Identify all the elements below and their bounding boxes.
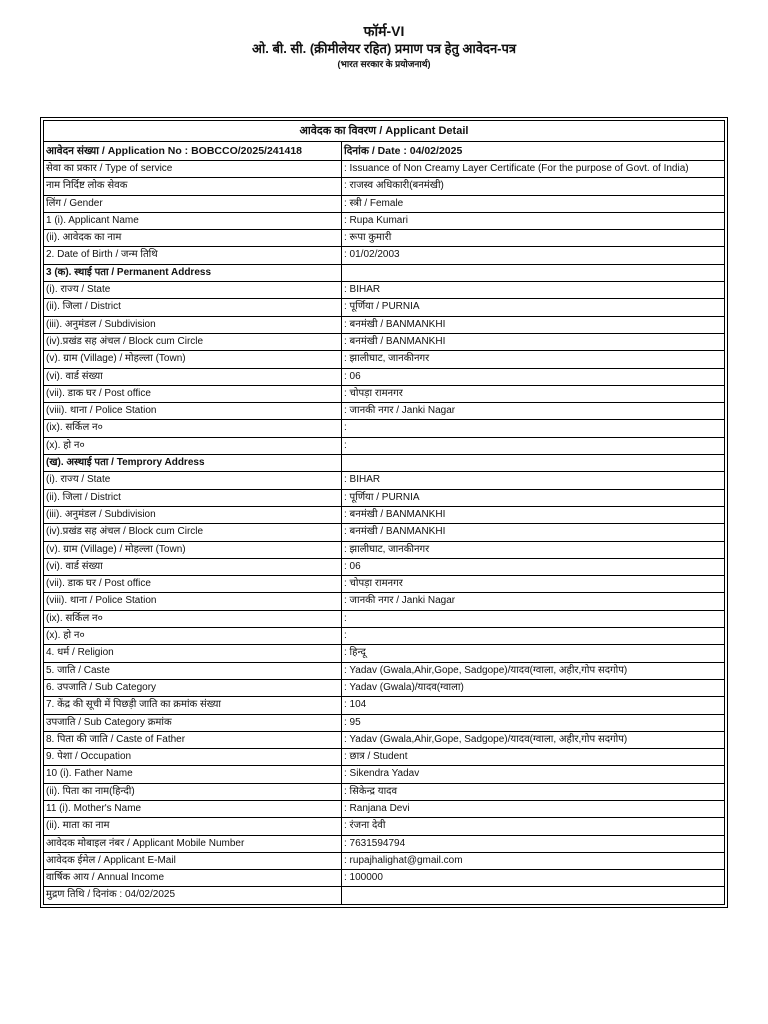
row-label: (x). हो न० (44, 628, 342, 645)
table-row (44, 593, 725, 610)
table-row (44, 506, 725, 523)
row-label: (x). हो न० (44, 437, 342, 454)
section-label: 3 (क). स्थाई पता / Permanent Address (44, 264, 342, 281)
row-value: : पूर्णिया / PURNIA (342, 489, 725, 506)
table-row (44, 299, 725, 316)
row-label: नाम निर्दिष्ट लोक सेवक (44, 178, 342, 195)
table-row (44, 524, 725, 541)
table-row (44, 610, 725, 627)
table-row (44, 662, 725, 679)
table-row (44, 731, 725, 748)
table-row (44, 818, 725, 835)
row-value: : BIHAR (342, 472, 725, 489)
row-label: 2. Date of Birth / जन्म तिथि (44, 247, 342, 264)
row-label: 11 (i). Mother's Name (44, 800, 342, 817)
row-label: (iii). अनुमंडल / Subdivision (44, 506, 342, 523)
table-row (44, 714, 725, 731)
row-value: : 7631594794 (342, 835, 725, 852)
row-value: : जानकी नगर / Janki Nagar (342, 403, 725, 420)
table-row (44, 420, 725, 437)
row-label: (viii). थाना / Police Station (44, 403, 342, 420)
row-label: (i). राज्य / State (44, 282, 342, 299)
table-row (44, 247, 725, 264)
row-label: (ii). जिला / District (44, 489, 342, 506)
section-label: (ख). अस्थाई पता / Temprory Address (44, 455, 342, 472)
table-row (44, 645, 725, 662)
application-date: दिनांक / Date : 04/02/2025 (342, 142, 725, 161)
row-value: : बनमंखी / BANMANKHI (342, 316, 725, 333)
row-label: (ii). आवेदक का नाम (44, 230, 342, 247)
table-row (44, 351, 725, 368)
row-value: : 104 (342, 697, 725, 714)
row-value: : (342, 610, 725, 627)
row-label: (v). ग्राम (Village) / मोहल्ला (Town) (44, 541, 342, 558)
row-label: 1 (i). Applicant Name (44, 212, 342, 229)
row-value: : झालीघाट, जानकीनगर (342, 541, 725, 558)
row-value: : 95 (342, 714, 725, 731)
row-label: 5. जाति / Caste (44, 662, 342, 679)
table-row (44, 195, 725, 212)
row-value: : (342, 420, 725, 437)
row-label: (iii). अनुमंडल / Subdivision (44, 316, 342, 333)
row-value: : पूर्णिया / PURNIA (342, 299, 725, 316)
row-value: : BIHAR (342, 282, 725, 299)
section-row-temporary-address (44, 455, 725, 472)
row-label: आवेदक मोबाइल नंबर / Applicant Mobile Number (44, 835, 342, 852)
table-title: आवेदक का विवरण / Applicant Detail (44, 121, 725, 142)
table-row (44, 558, 725, 575)
row-value: : Yadav (Gwala)/यादव(ग्वाला) (342, 679, 725, 696)
form-subtitle: (भारत सरकार के प्रयोजनार्थ) (337, 59, 431, 69)
application-number: आवेदन संख्या / Application No : BOBCCO/2025/241418 (44, 142, 342, 161)
row-value: : रंजना देवी (342, 818, 725, 835)
row-value: : बनमंखी / BANMANKHI (342, 333, 725, 350)
row-value: : (342, 628, 725, 645)
row-value (342, 264, 725, 281)
row-label: (viii). थाना / Police Station (44, 593, 342, 610)
row-value: : रूपा कुमारी (342, 230, 725, 247)
table-row (44, 852, 725, 869)
row-value: : चोपड़ा रामनगर (342, 385, 725, 402)
row-value: : Sikendra Yadav (342, 766, 725, 783)
row-value: : 06 (342, 558, 725, 575)
row-value: : राजस्व अधिकारी(बनमंखी) (342, 178, 725, 195)
form-header (0, 0, 768, 70)
row-label: (ii). माता का नाम (44, 818, 342, 835)
table-row (44, 385, 725, 402)
row-value: : चोपड़ा रामनगर (342, 576, 725, 593)
table-row (44, 161, 725, 178)
table-row (44, 316, 725, 333)
row-label: आवेदक ईमेल / Applicant E-Mail (44, 852, 342, 869)
table-row (44, 230, 725, 247)
row-value: : जानकी नगर / Janki Nagar (342, 593, 725, 610)
row-label: 9. पेशा / Occupation (44, 749, 342, 766)
row-label: 8. पिता की जाति / Caste of Father (44, 731, 342, 748)
row-label: (vi). वार्ड संख्या (44, 558, 342, 575)
row-label: उपजाति / Sub Category क्रमांक (44, 714, 342, 731)
table-row (44, 282, 725, 299)
row-label: वार्षिक आय / Annual Income (44, 870, 342, 887)
table-title-row (44, 121, 725, 142)
table-row (44, 333, 725, 350)
table-row (44, 403, 725, 420)
row-label: (vii). डाक घर / Post office (44, 576, 342, 593)
table-row (44, 472, 725, 489)
row-label: (vi). वार्ड संख्या (44, 368, 342, 385)
row-label: (iv).प्रखंड सह अंचल / Block cum Circle (44, 333, 342, 350)
row-value: : Yadav (Gwala,Ahir,Gope, Sadgope)/यादव(ग्वाला, अहीर,गोप सदगोप) (342, 662, 725, 679)
table-row (44, 749, 725, 766)
row-value: : हिन्दू (342, 645, 725, 662)
print-date-empty (342, 887, 725, 904)
row-value: : बनमंखी / BANMANKHI (342, 524, 725, 541)
table-row (44, 697, 725, 714)
row-value: : बनमंखी / BANMANKHI (342, 506, 725, 523)
row-label: सेवा का प्रकार / Type of service (44, 161, 342, 178)
table-row (44, 679, 725, 696)
row-value (342, 455, 725, 472)
table-row (44, 835, 725, 852)
form-title: ओ. बी. सी. (क्रीमीलेयर रहित) प्रमाण पत्र हेतु आवेदन-पत्र (251, 41, 517, 56)
row-value: : छात्र / Student (342, 749, 725, 766)
row-label: (ix). सर्किल न० (44, 420, 342, 437)
table-row (44, 212, 725, 229)
applicant-detail-box (40, 117, 728, 908)
row-label: (ii). पिता का नाम(हिन्दी) (44, 783, 342, 800)
row-value: : Rupa Kumari (342, 212, 725, 229)
row-value: : Yadav (Gwala,Ahir,Gope, Sadgope)/यादव(ग्वाला, अहीर,गोप सदगोप) (342, 731, 725, 748)
row-value: : 01/02/2003 (342, 247, 725, 264)
row-label: 10 (i). Father Name (44, 766, 342, 783)
table-row (44, 437, 725, 454)
row-label: 4. धर्म / Religion (44, 645, 342, 662)
table-row (44, 178, 725, 195)
row-label: (vii). डाक घर / Post office (44, 385, 342, 402)
row-label: (ix). सर्किल न० (44, 610, 342, 627)
table-row (44, 541, 725, 558)
row-value: : 100000 (342, 870, 725, 887)
row-label: (iv).प्रखंड सह अंचल / Block cum Circle (44, 524, 342, 541)
table-row (44, 870, 725, 887)
row-value: : सिकेन्द्र यादव (342, 783, 725, 800)
row-value: : Issuance of Non Creamy Layer Certificate (For the purpose of Govt. of India) (342, 161, 725, 178)
row-value: : Ranjana Devi (342, 800, 725, 817)
table-row (44, 489, 725, 506)
row-value: : rupajhalighat@gmail.com (342, 852, 725, 869)
applicant-detail-table (43, 120, 725, 905)
row-label: (ii). जिला / District (44, 299, 342, 316)
application-row (44, 142, 725, 161)
table-row (44, 576, 725, 593)
table-row (44, 368, 725, 385)
print-date-row (44, 887, 725, 904)
table-row (44, 800, 725, 817)
row-value: : 06 (342, 368, 725, 385)
form-number: फॉर्म-VI (363, 23, 405, 39)
row-label: 7. केंद्र की सूची में पिछड़ी जाति का क्रमांक संख्या (44, 697, 342, 714)
table-row (44, 628, 725, 645)
print-date: मुद्रण तिथि / दिनांक : 04/02/2025 (44, 887, 342, 904)
row-label: लिंग / Gender (44, 195, 342, 212)
row-label: (i). राज्य / State (44, 472, 342, 489)
row-value: : (342, 437, 725, 454)
table-row (44, 766, 725, 783)
table-row (44, 783, 725, 800)
section-row-permanent-address (44, 264, 725, 281)
row-value: : झालीघाट, जानकीनगर (342, 351, 725, 368)
row-label: 6. उपजाति / Sub Category (44, 679, 342, 696)
row-label: (v). ग्राम (Village) / मोहल्ला (Town) (44, 351, 342, 368)
row-value: : स्त्री / Female (342, 195, 725, 212)
